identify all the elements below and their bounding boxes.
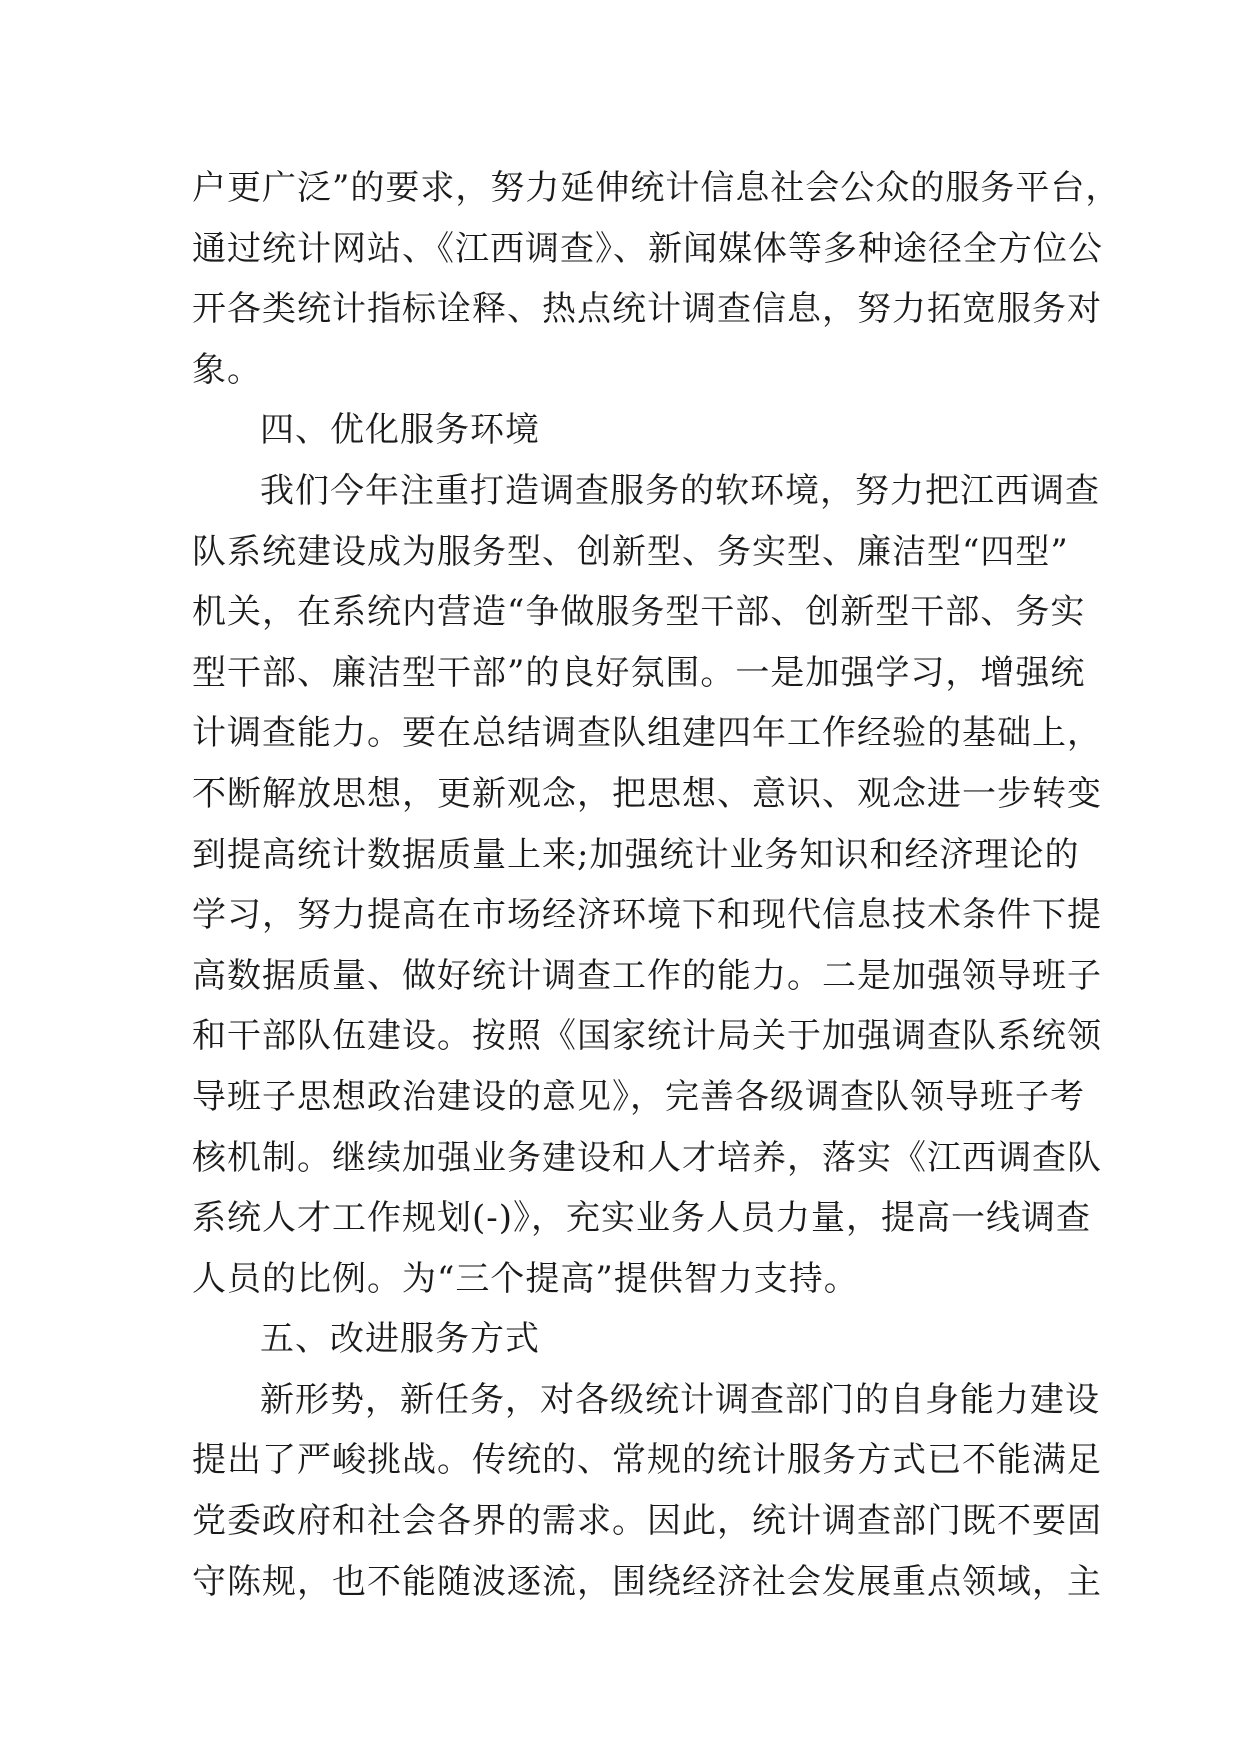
text-line: 高数据质量、做好统计调查工作的能力。二是加强领导班子 bbox=[192, 955, 1102, 996]
text-line: 系统人才工作规划(-)》，充实业务人员力量，提高一线调查 bbox=[192, 1198, 1092, 1239]
text-line: 四、优化服务环境 bbox=[260, 410, 540, 451]
text-line: 党委政府和社会各界的需求。因此，统计调查部门既不要固 bbox=[192, 1501, 1102, 1542]
text-line: 守陈规，也不能随波逐流，围绕经济社会发展重点领域，主 bbox=[192, 1561, 1102, 1602]
text-line: 象。 bbox=[192, 349, 262, 390]
text-line: 人员的比例。为“三个提高”提供智力支持。 bbox=[192, 1258, 859, 1299]
text-line: 导班子思想政治建设的意见》，完善各级调查队领导班子考 bbox=[192, 1076, 1085, 1117]
body-text bbox=[192, 158, 1121, 1612]
text-line: 学习，努力提高在市场经济环境下和现代信息技术条件下提 bbox=[192, 895, 1102, 936]
text-line: 计调查能力。要在总结调查队组建四年工作经验的基础上， bbox=[192, 713, 1102, 754]
text-line: 队系统建设成为服务型、创新型、务实型、廉洁型“四型” bbox=[192, 531, 1069, 572]
text-line: 核机制。继续加强业务建设和人才培养，落实《江西调查队 bbox=[192, 1137, 1102, 1178]
text-line: 和干部队伍建设。按照《国家统计局关于加强调查队系统领 bbox=[192, 1016, 1102, 1057]
text-line: 通过统计网站、《江西调查》、新闻媒体等多种途径全方位公 bbox=[192, 228, 1103, 269]
text-line: 我们今年注重打造调查服务的软环境，努力把江西调查 bbox=[260, 470, 1100, 511]
text-line: 型干部、廉洁型干部”的良好氛围。一是加强学习，增强统 bbox=[192, 652, 1086, 693]
text-line: 户更广泛”的要求，努力延伸统计信息社会公众的服务平台， bbox=[192, 168, 1121, 208]
text-line: 机关，在系统内营造“争做服务型干部、创新型干部、务实 bbox=[192, 592, 1086, 633]
text-line: 不断解放思想，更新观念，把思想、意识、观念进一步转变 bbox=[192, 773, 1102, 814]
text-line: 新形势，新任务，对各级统计调查部门的自身能力建设 bbox=[260, 1379, 1100, 1420]
text-line: 到提高统计数据质量上来;加强统计业务知识和经济理论的 bbox=[192, 834, 1080, 875]
text-line: 五、改进服务方式 bbox=[260, 1319, 540, 1360]
text-line: 提出了严峻挑战。传统的、常规的统计服务方式已不能满足 bbox=[192, 1440, 1102, 1481]
text-line: 开各类统计指标诠释、热点统计调查信息，努力拓宽服务对 bbox=[192, 289, 1102, 330]
